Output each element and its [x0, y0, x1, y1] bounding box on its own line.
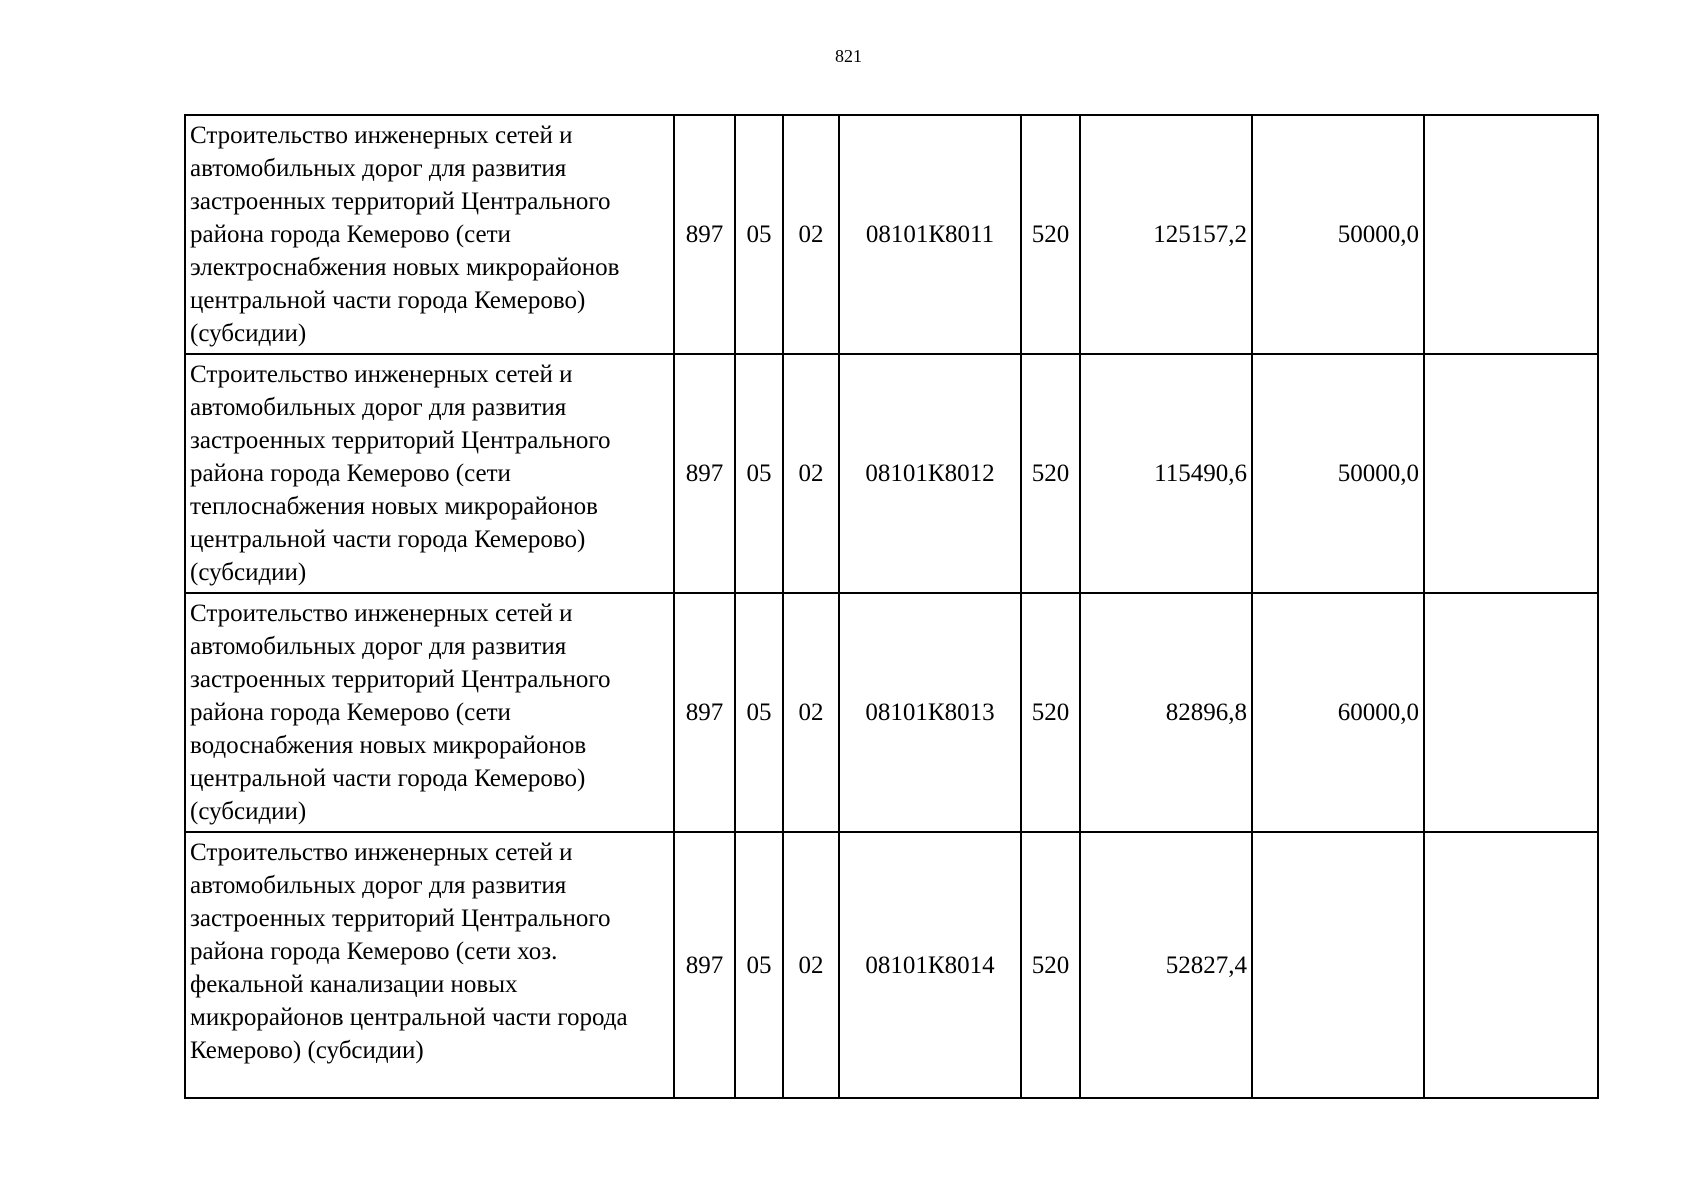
- ministry-code-cell: 897: [674, 832, 735, 1098]
- page-number: 821: [835, 46, 862, 66]
- ministry-code-cell: 897: [674, 115, 735, 354]
- amount-1-cell: 52827,4: [1080, 832, 1252, 1098]
- expense-type-cell: 520: [1021, 354, 1080, 593]
- ministry-code-cell: 897: [674, 354, 735, 593]
- amount-1-cell: 82896,8: [1080, 593, 1252, 832]
- row-name-cell: Строительство инженерных сетей и автомобильных дорог для развития застроенных территорий Центрального района города Кемерово (сети теплоснабжения новых микрорайонов центральной части города Кемерово) (субсидии): [185, 354, 674, 593]
- section-code-cell: 05: [735, 832, 783, 1098]
- amount-2-cell: [1252, 832, 1424, 1098]
- amount-2-cell: 50000,0: [1252, 115, 1424, 354]
- expense-type-cell: 520: [1021, 832, 1080, 1098]
- amount-3-cell: [1424, 354, 1598, 593]
- expense-type-cell: 520: [1021, 115, 1080, 354]
- table-row: [185, 593, 1598, 832]
- row-name-cell: Строительство инженерных сетей и автомобильных дорог для развития застроенных территорий Центрального района города Кемерово (сети хоз. фекальной канализации новых микрорайонов центральной части города Кемерово) (субсидии): [185, 832, 674, 1098]
- budget-table: [184, 114, 1599, 1099]
- target-code-cell: 08101К8014: [839, 832, 1021, 1098]
- target-code-cell: 08101К8012: [839, 354, 1021, 593]
- target-code-cell: 08101К8013: [839, 593, 1021, 832]
- amount-1-cell: 115490,6: [1080, 354, 1252, 593]
- section-code-cell: 05: [735, 354, 783, 593]
- subsection-code-cell: 02: [783, 593, 839, 832]
- amount-2-cell: 50000,0: [1252, 354, 1424, 593]
- subsection-code-cell: 02: [783, 115, 839, 354]
- subsection-code-cell: 02: [783, 354, 839, 593]
- row-name-cell: Строительство инженерных сетей и автомобильных дорог для развития застроенных территорий Центрального района города Кемерово (сети электроснабжения новых микрорайонов центральной части города Кемерово) (субсидии): [185, 115, 674, 354]
- target-code-cell: 08101К8011: [839, 115, 1021, 354]
- section-code-cell: 05: [735, 115, 783, 354]
- expense-type-cell: 520: [1021, 593, 1080, 832]
- subsection-code-cell: 02: [783, 832, 839, 1098]
- section-code-cell: 05: [735, 593, 783, 832]
- table-row: [185, 354, 1598, 593]
- table-row: [185, 115, 1598, 354]
- row-name-cell: Строительство инженерных сетей и автомобильных дорог для развития застроенных территорий Центрального района города Кемерово (сети водоснабжения новых микрорайонов центральной части города Кемерово) (субсидии): [185, 593, 674, 832]
- amount-2-cell: 60000,0: [1252, 593, 1424, 832]
- amount-3-cell: [1424, 593, 1598, 832]
- ministry-code-cell: 897: [674, 593, 735, 832]
- table-row: [185, 832, 1598, 1098]
- amount-1-cell: 125157,2: [1080, 115, 1252, 354]
- amount-3-cell: [1424, 832, 1598, 1098]
- amount-3-cell: [1424, 115, 1598, 354]
